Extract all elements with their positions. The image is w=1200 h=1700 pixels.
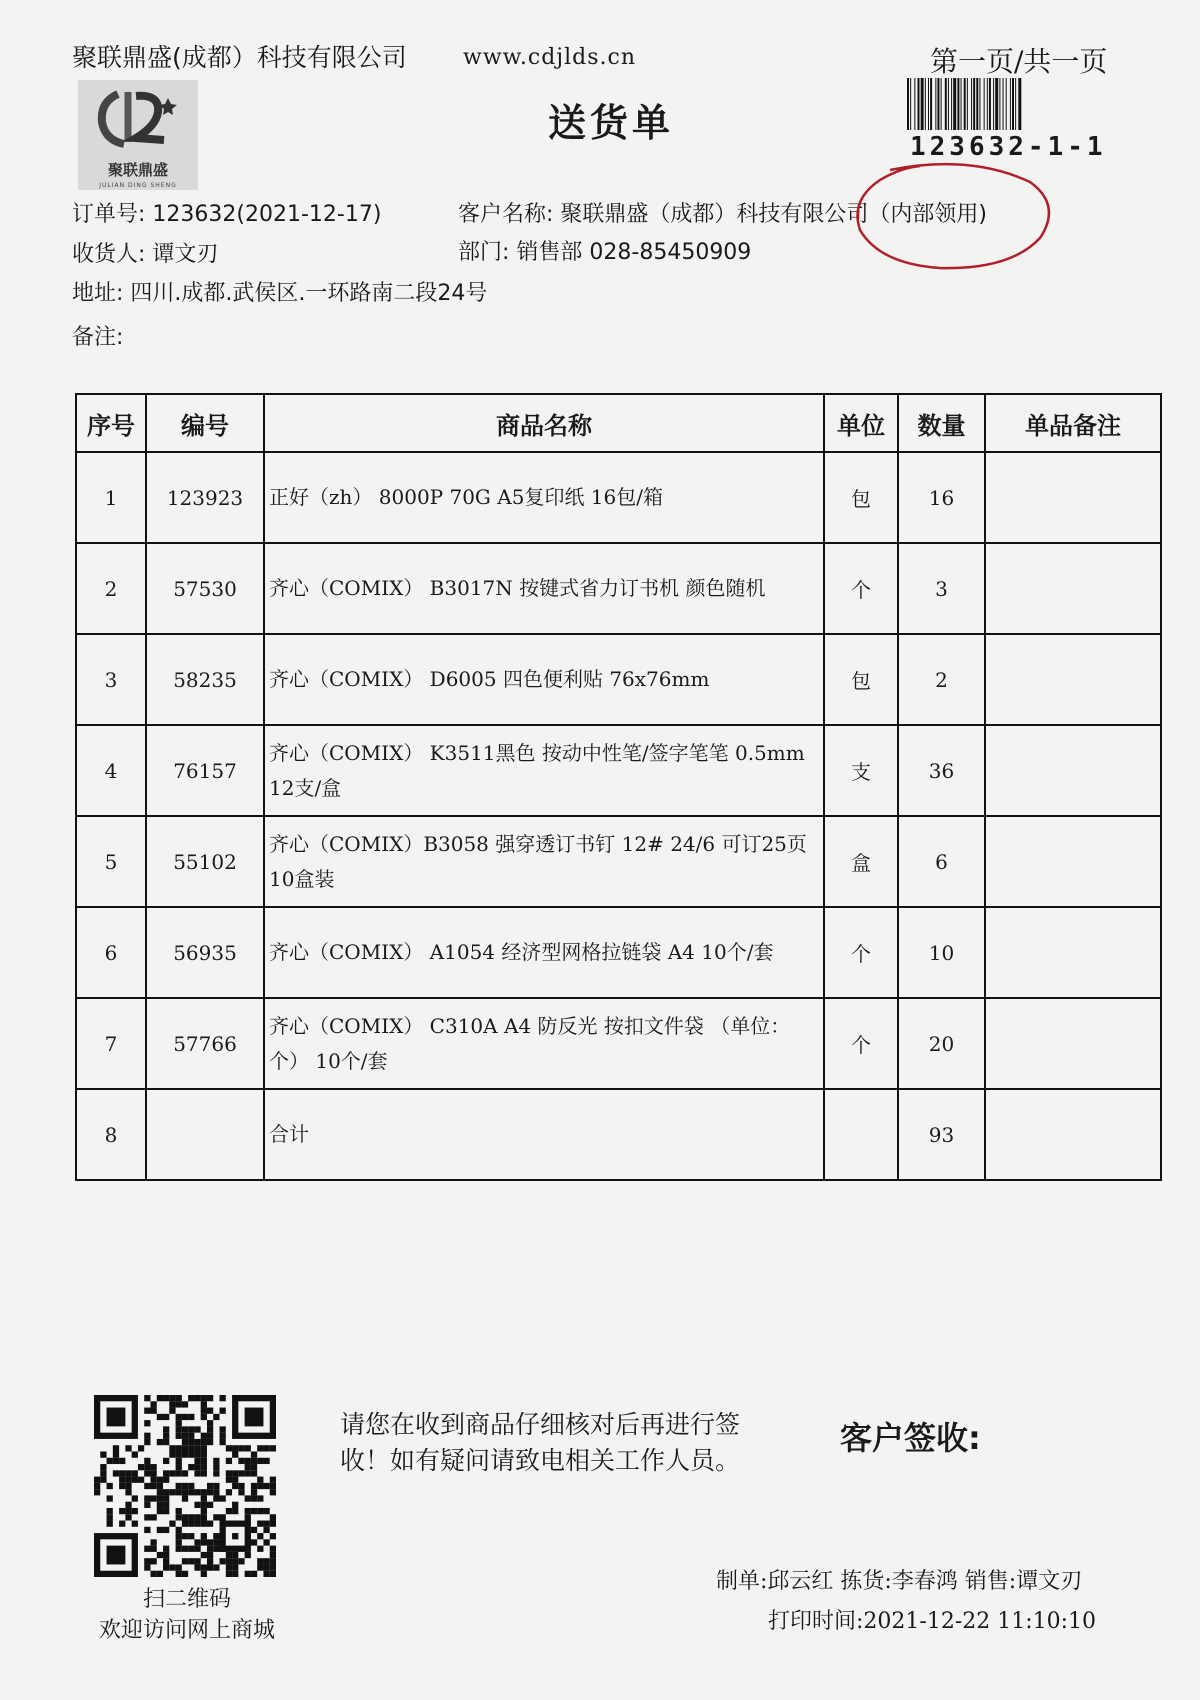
- qr-caption: [80, 1585, 294, 1647]
- receipt-notice: 请您在收到商品仔细核对后再进行签收！如有疑问请致电相关工作人员。: [340, 1410, 741, 1476]
- cell-name: 合计: [264, 1089, 824, 1180]
- remark: 备注:: [72, 325, 124, 350]
- cell-unit: 个: [824, 907, 898, 998]
- cell-code: 56935: [146, 907, 264, 998]
- header-code: 编号: [146, 394, 264, 452]
- logo-mark-icon: [78, 80, 198, 160]
- cell-seq: 1: [76, 452, 146, 543]
- qr-caption-line2: 欢迎访问网上商城: [98, 1617, 275, 1643]
- cell-code: 57766: [146, 998, 264, 1089]
- cell-code: 58235: [146, 634, 264, 725]
- barcode: [905, 78, 1123, 130]
- cell-note: [985, 998, 1161, 1089]
- order-number: 订单号: 123632(2021-12-17): [72, 202, 382, 227]
- cell-seq: 7: [76, 998, 146, 1089]
- website-url: www.cdjlds.cn: [463, 45, 636, 70]
- cell-name: 齐心（COMIX） C310A A4 防反光 按扣文件袋 （单位：个） 10个/套: [264, 998, 824, 1089]
- print-time: 打印时间:2021-12-22 11:10:10: [768, 1609, 1097, 1634]
- cell-seq: 2: [76, 543, 146, 634]
- cell-name: 正好（zh） 8000P 70G A5复印纸 16包/箱: [264, 452, 824, 543]
- table-row: [76, 725, 1161, 816]
- company-name: 聚联鼎盛(成都）科技有限公司: [72, 43, 407, 72]
- qr-code: [94, 1395, 276, 1577]
- cell-seq: 8: [76, 1089, 146, 1180]
- cell-note: [985, 1089, 1161, 1180]
- cell-seq: 6: [76, 907, 146, 998]
- cell-note: [985, 634, 1161, 725]
- cell-note: [985, 816, 1161, 907]
- cell-note: [985, 452, 1161, 543]
- table-row: [76, 452, 1161, 543]
- cell-qty: 16: [898, 452, 985, 543]
- page-info: 第一页/共一页: [930, 45, 1108, 78]
- header-name: 商品名称: [264, 394, 824, 452]
- header-seq: 序号: [76, 394, 146, 452]
- cell-note: [985, 543, 1161, 634]
- cell-unit: 盒: [824, 816, 898, 907]
- table-header-row: [76, 394, 1161, 452]
- receiver: 收货人: 谭文刃: [72, 242, 219, 267]
- cell-code: [146, 1089, 264, 1180]
- barcode-number: 123632-1-1: [910, 132, 1107, 162]
- cell-note: [985, 907, 1161, 998]
- table-row: [76, 998, 1161, 1089]
- staff-info: 制单:邱云红 拣货:李春鸿 销售:谭文刃: [716, 1569, 1083, 1594]
- cell-name: 齐心（COMIX） D6005 四色便利贴 76x76mm: [264, 634, 824, 725]
- cell-code: 55102: [146, 816, 264, 907]
- company-logo: [78, 80, 198, 190]
- cell-code: 57530: [146, 543, 264, 634]
- address: 地址: 四川.成都.武侯区.一环路南二段24号: [72, 281, 488, 306]
- cell-qty: 10: [898, 907, 985, 998]
- cell-qty: 93: [898, 1089, 985, 1180]
- customer-name: 客户名称: 聚联鼎盛（成都）科技有限公司（内部领用): [458, 202, 987, 227]
- logo-text: 聚联鼎盛: [107, 161, 168, 179]
- cell-name: 齐心（COMIX） K3511黑色 按动中性笔/签字笔笔 0.5mm 12支/盒: [264, 725, 824, 816]
- cell-name: 齐心（COMIX）B3058 强穿透订书钉 12# 24/6 可订25页 10盒装: [264, 816, 824, 907]
- cell-qty: 6: [898, 816, 985, 907]
- cell-seq: 4: [76, 725, 146, 816]
- logo-subtext: JULIAN DING SHENG: [99, 182, 177, 189]
- cell-qty: 3: [898, 543, 985, 634]
- table-row: [76, 907, 1161, 998]
- items-table: [75, 393, 1162, 1181]
- cell-name: 齐心（COMIX） B3017N 按键式省力订书机 颜色随机: [264, 543, 824, 634]
- cell-unit: [824, 1089, 898, 1180]
- table-row: [76, 543, 1161, 634]
- cell-qty: 20: [898, 998, 985, 1089]
- cell-unit: 包: [824, 634, 898, 725]
- cell-qty: 2: [898, 634, 985, 725]
- cell-seq: 5: [76, 816, 146, 907]
- handwritten-circle-mark: [850, 160, 1060, 275]
- cell-unit: 个: [824, 998, 898, 1089]
- header-note: 单品备注: [985, 394, 1161, 452]
- department: 部门: 销售部 028-85450909: [458, 240, 752, 265]
- cell-unit: 支: [824, 725, 898, 816]
- header-qty: 数量: [898, 394, 985, 452]
- qr-caption-line1: 扫二维码: [142, 1587, 231, 1612]
- cell-qty: 36: [898, 725, 985, 816]
- cell-note: [985, 725, 1161, 816]
- cell-code: 123923: [146, 452, 264, 543]
- customer-signature-label: 客户签收:: [840, 1419, 981, 1457]
- table-row: [76, 634, 1161, 725]
- table-row: [76, 816, 1161, 907]
- cell-code: 76157: [146, 725, 264, 816]
- cell-unit: 包: [824, 452, 898, 543]
- table-row: [76, 1089, 1161, 1180]
- cell-unit: 个: [824, 543, 898, 634]
- cell-seq: 3: [76, 634, 146, 725]
- cell-name: 齐心（COMIX） A1054 经济型网格拉链袋 A4 10个/套: [264, 907, 824, 998]
- document-title: 送货单: [548, 101, 675, 145]
- header-unit: 单位: [824, 394, 898, 452]
